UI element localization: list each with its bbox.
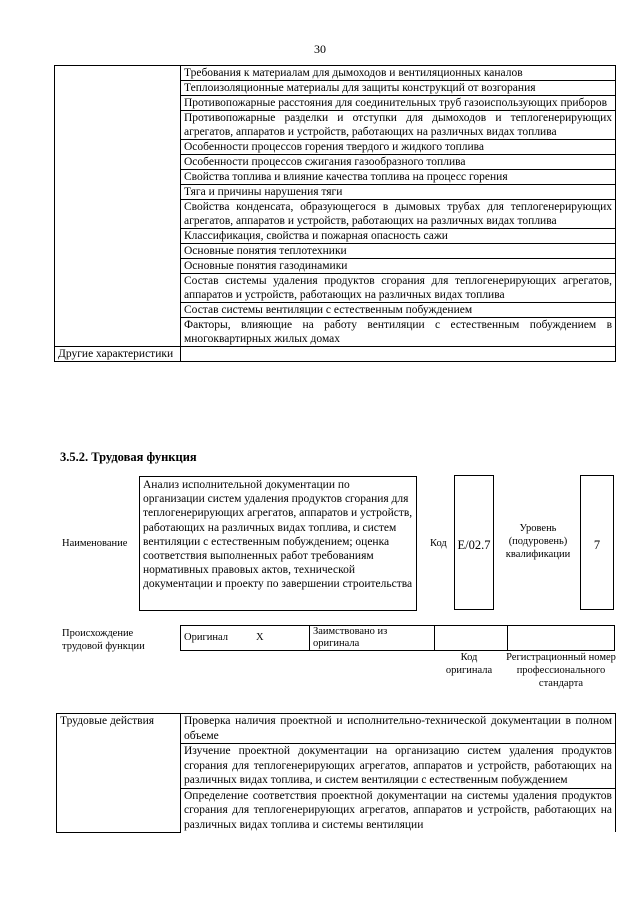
reg-number-label: Регистрационный номер профессионального стандарта: [506, 652, 616, 689]
table-row: Особенности процессов горения твердого и жидкого топлива: [181, 140, 616, 155]
table-row: Проверка наличия проектной и исполнительно-технической документации в полном объеме: [181, 714, 616, 744]
reg-number-cell: [508, 626, 615, 651]
knowledge-label-cell: [55, 66, 181, 347]
borrowed-label: Заимствовано из оригинала: [310, 626, 435, 651]
original-mark: X: [253, 626, 310, 651]
function-name-box: Анализ исполнительной документации по организации систем удаления продуктов сгорания для теплогенерирующих агрегатов, аппаратов и устройств, работающих на различных видах топлива, и систем вентиляции с естественным побуждением; оценка соответствия выполненных работ требованиям нормативных правовых актов, технической документации и проекту по завершении строительства: [139, 476, 417, 611]
table-row: Состав системы удаления продуктов сгорания для теплогенерирующих агрегатов, аппаратов и устройств, работающих на различных видах топлива: [181, 274, 616, 303]
code-value: E/02.7: [454, 475, 494, 610]
table-row: Требования к материалам для дымоходов и вентиляционных каналов: [181, 66, 616, 81]
other-characteristics-label: Другие характеристики: [55, 347, 181, 362]
labor-actions-table: [56, 713, 616, 833]
table-row: Противопожарные разделки и отступки для дымоходов и теплогенерирующих агрегатов, аппаратов и устройств, работающих на различных видах топлива: [181, 111, 616, 140]
code-original-label: Код оригинала: [445, 652, 493, 676]
table-row: Теплоизоляционные материалы для защиты конструкций от возгорания: [181, 81, 616, 96]
page-number: 30: [314, 42, 326, 56]
labor-actions-label: Трудовые действия: [57, 714, 181, 833]
level-label: Уровень (подуровень) квалификации: [505, 523, 571, 560]
table-row: Свойства топлива и влияние качества топлива на процесс горения: [181, 170, 616, 185]
table-row: Основные понятия теплотехники: [181, 244, 616, 259]
code-original-cell: [435, 626, 508, 651]
code-label: Код: [430, 538, 447, 549]
table-row: Особенности процессов сжигания газообразного топлива: [181, 155, 616, 170]
original-label: Оригинал: [181, 626, 254, 651]
origin-label: Происхождение трудовой функции: [62, 628, 145, 652]
table-row: Противопожарные расстояния для соединительных труб газоиспользующих приборов: [181, 96, 616, 111]
table-row: Изучение проектной документации на организацию систем удаления продуктов сгорания для теплогенерирующих агрегатов, аппаратов и устройств, работающих на различных видах топлива, и систем вентиляции с естественным побуждением: [181, 744, 616, 789]
table-row: Факторы, влияющие на работу вентиляции с естественным побуждением в многоквартирных жилых домах: [181, 318, 616, 347]
table-row: Основные понятия газодинамики: [181, 259, 616, 274]
table-row: Состав системы вентиляции с естественным побуждением: [181, 303, 616, 318]
table-row: Свойства конденсата, образующегося в дымовых трубах для теплогенерирующих агрегатов, аппаратов и устройств, работающих на различных видах топлива: [181, 200, 616, 229]
knowledge-table: [54, 65, 616, 362]
other-characteristics-value: [181, 347, 616, 362]
name-label: Наименование: [62, 538, 128, 549]
level-value: 7: [580, 475, 614, 610]
table-row: Определение соответствия проектной документации на системы удаления продуктов сгорания для теплогенерирующих агрегатов, аппаратов и устройств, работающих на различных видах топлива и системы вентиляции: [181, 788, 616, 832]
table-row: Классификация, свойства и пожарная опасность сажи: [181, 229, 616, 244]
origin-table: [180, 625, 615, 651]
section-heading: 3.5.2. Трудовая функция: [60, 450, 197, 464]
table-row: Тяга и причины нарушения тяги: [181, 185, 616, 200]
